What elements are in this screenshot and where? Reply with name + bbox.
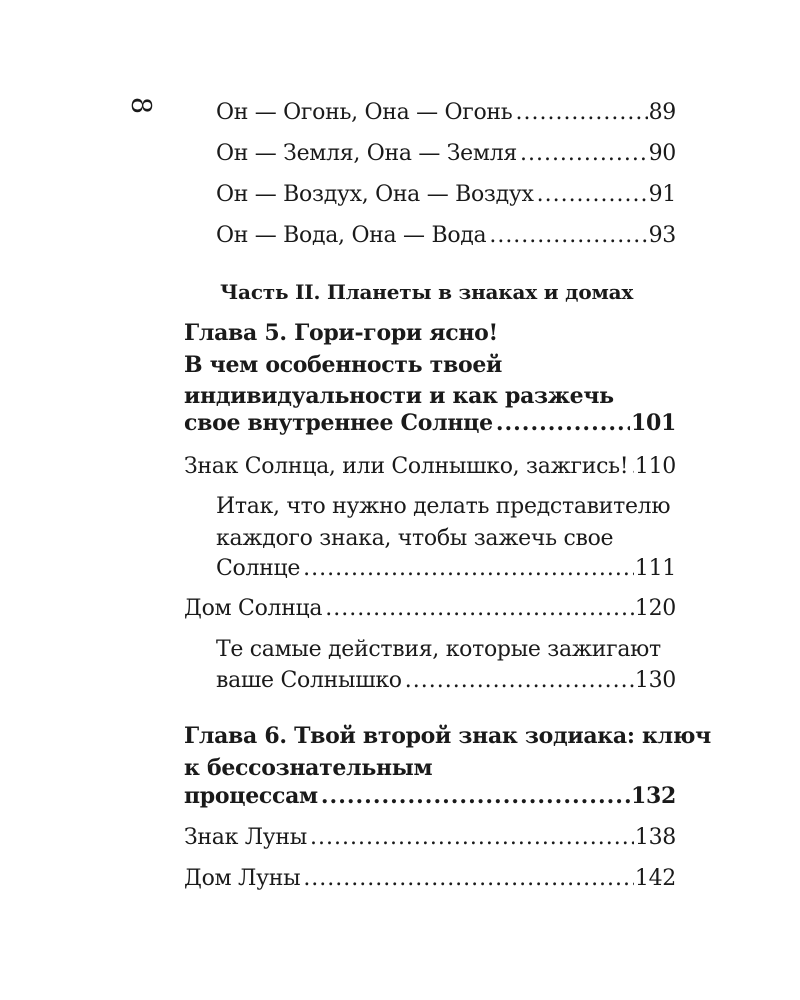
leader-dots bbox=[520, 141, 648, 166]
toc-entry-label: Дом Луны bbox=[184, 866, 301, 891]
toc-entry-label: Он — Воздух, Она — Воздух bbox=[216, 182, 534, 207]
toc-entry-label: свое внутреннее Солнце bbox=[184, 410, 493, 436]
toc-entry-earth[interactable] bbox=[216, 141, 676, 166]
toc-entry-sun-house-actions[interactable] bbox=[216, 668, 676, 693]
toc-entry-label: Знак Солнца, или Солнышко, зажгись! bbox=[184, 454, 629, 479]
chapter6-title-line-1: Глава 6. Твой второй знак зодиака: ключ bbox=[184, 723, 711, 749]
page-number: 8 bbox=[125, 96, 157, 115]
toc-entry-page: 111 bbox=[634, 556, 676, 581]
toc-entry-label: Солнце bbox=[216, 556, 301, 581]
toc-entry-sun-actions[interactable] bbox=[216, 556, 676, 581]
toc-entry-sun-sign[interactable] bbox=[184, 454, 676, 479]
toc-entry-moon-house[interactable] bbox=[184, 866, 676, 891]
part-heading: Часть II. Планеты в знаках и домах bbox=[220, 280, 634, 304]
leader-dots bbox=[325, 596, 634, 621]
toc-entry-label: процессам bbox=[184, 783, 318, 809]
toc-entry-label: Дом Солнца bbox=[184, 596, 323, 621]
toc-entry-page: 120 bbox=[634, 596, 676, 621]
toc-entry-sun-house[interactable] bbox=[184, 596, 676, 621]
leader-dots bbox=[515, 100, 647, 125]
leader-dots bbox=[631, 454, 634, 479]
leader-dots bbox=[303, 866, 634, 891]
sun-actions-line-1: Итак, что нужно делать представителю bbox=[216, 494, 671, 519]
toc-entry-fire[interactable] bbox=[216, 100, 676, 125]
toc-entry-air[interactable] bbox=[216, 182, 676, 207]
leader-dots bbox=[405, 668, 634, 693]
sun-actions-line-2: каждого знака, чтобы зажечь свое bbox=[216, 526, 614, 551]
leader-dots bbox=[537, 182, 648, 207]
leader-dots bbox=[321, 783, 630, 809]
toc-entry-label: Он — Вода, Она — Вода bbox=[216, 223, 487, 248]
toc-entry-page: 93 bbox=[648, 223, 676, 248]
chapter5-title-line-2: В чем особенность твоей bbox=[184, 352, 503, 378]
chapter5-title-line-1: Глава 5. Гори-гори ясно! bbox=[184, 320, 498, 346]
leader-dots bbox=[496, 410, 630, 436]
toc-entry-page: 91 bbox=[648, 182, 676, 207]
toc-entry-moon-sign[interactable] bbox=[184, 825, 676, 850]
leader-dots bbox=[303, 556, 634, 581]
toc-entry-page: 130 bbox=[634, 668, 676, 693]
leader-dots bbox=[489, 223, 647, 248]
toc-entry-page: 110 bbox=[634, 454, 676, 479]
sun-house-actions-line-1: Те самые действия, которые зажигают bbox=[216, 637, 661, 662]
toc-entry-page: 142 bbox=[634, 866, 676, 891]
chapter5-title-line-3: индивидуальности и как разжечь bbox=[184, 383, 614, 409]
toc-entry-page: 90 bbox=[648, 141, 676, 166]
toc-entry-chapter6[interactable] bbox=[184, 783, 676, 809]
toc-entry-label: Он — Земля, Она — Земля bbox=[216, 141, 517, 166]
toc-entry-label: ваше Солнышко bbox=[216, 668, 402, 693]
toc-entry-chapter5[interactable] bbox=[184, 410, 676, 436]
toc-entry-label: Знак Луны bbox=[184, 825, 308, 850]
toc-entry-page: 138 bbox=[634, 825, 676, 850]
leader-dots bbox=[310, 825, 634, 850]
chapter6-title-line-2: к бессознательным bbox=[184, 755, 433, 781]
toc-entry-page: 89 bbox=[648, 100, 676, 125]
toc-entry-page: 101 bbox=[630, 410, 676, 436]
toc-entry-label: Он — Огонь, Она — Огонь bbox=[216, 100, 513, 125]
toc-entry-water[interactable] bbox=[216, 223, 676, 248]
toc-entry-page: 132 bbox=[630, 783, 676, 809]
